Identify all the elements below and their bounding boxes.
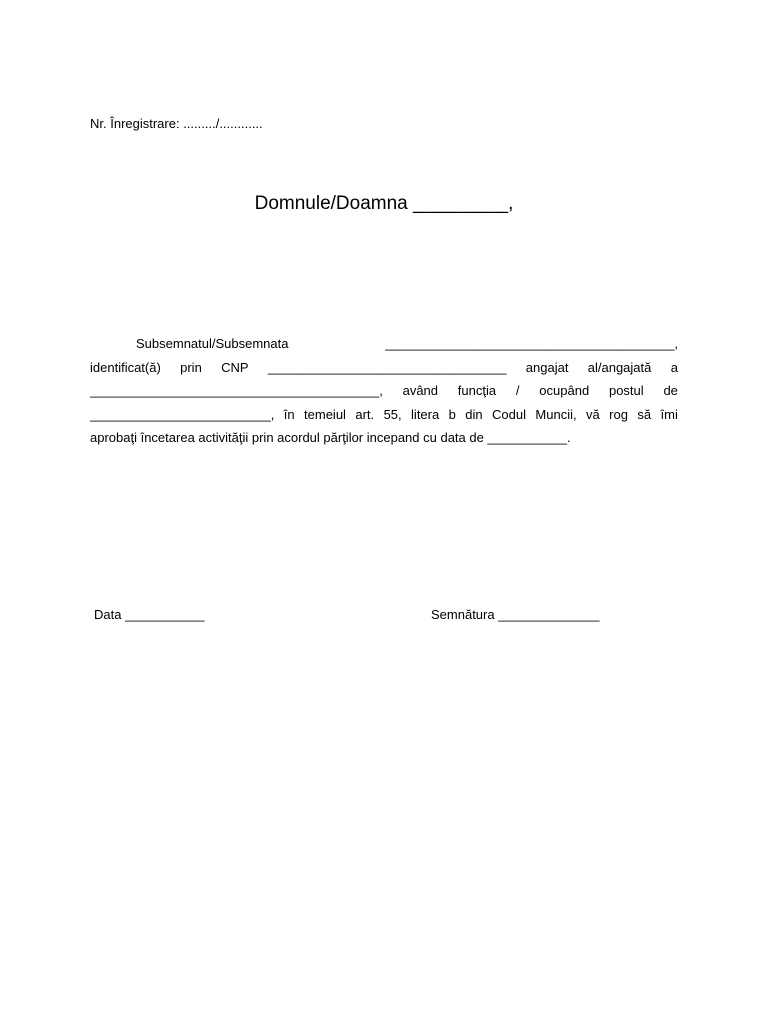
word: angajat <box>525 359 569 375</box>
word: litera <box>411 406 440 422</box>
word: în <box>283 406 295 422</box>
word: identificat(ă) <box>90 359 161 375</box>
word: Muncii, <box>535 406 577 422</box>
word: temeiul <box>304 406 346 422</box>
word: vă <box>586 406 600 422</box>
paragraph-line-1 <box>90 332 678 356</box>
word: să <box>637 406 652 422</box>
word: a <box>670 359 678 375</box>
word: de <box>663 383 678 398</box>
salutation-heading: Domnule/Doamna _________, <box>254 193 514 214</box>
paragraph-line-5 <box>90 426 678 450</box>
blank-employer: ________________________________________, <box>90 383 383 398</box>
blank-position: _________________________, <box>90 406 275 422</box>
word: din <box>465 406 483 422</box>
word: art. <box>355 406 375 422</box>
registration-number: Nr. Înregistrare: ........./............ <box>90 116 263 131</box>
blank-name: ________________________________________, <box>385 336 678 351</box>
word: b <box>448 406 456 422</box>
word: postul <box>608 383 644 398</box>
word: ocupând <box>539 383 590 398</box>
word: rog <box>609 406 628 422</box>
word: / <box>515 383 520 398</box>
word: având <box>402 383 439 398</box>
word: funcţia <box>457 383 497 398</box>
paragraph-line-2 <box>90 356 678 380</box>
signature-field: Semnătura ______________ <box>431 607 600 622</box>
word: îmi <box>660 406 678 422</box>
word: Subsemnatul/Subsemnata <box>136 336 289 351</box>
blank-cnp: _________________________________ <box>267 359 507 375</box>
date-field: Data ___________ <box>94 607 205 622</box>
word: al/angajată <box>587 359 652 375</box>
word: 55, <box>383 406 402 422</box>
paragraph-line-3 <box>90 379 678 403</box>
request-paragraph <box>90 332 678 450</box>
word: Codul <box>492 406 527 422</box>
word: CNP <box>221 359 249 375</box>
paragraph-line-4 <box>90 403 678 427</box>
word: prin <box>180 359 202 375</box>
request-closing-text: aprobaţi încetarea activităţii prin acordul părţilor incepand cu data de ___________. <box>90 430 571 445</box>
